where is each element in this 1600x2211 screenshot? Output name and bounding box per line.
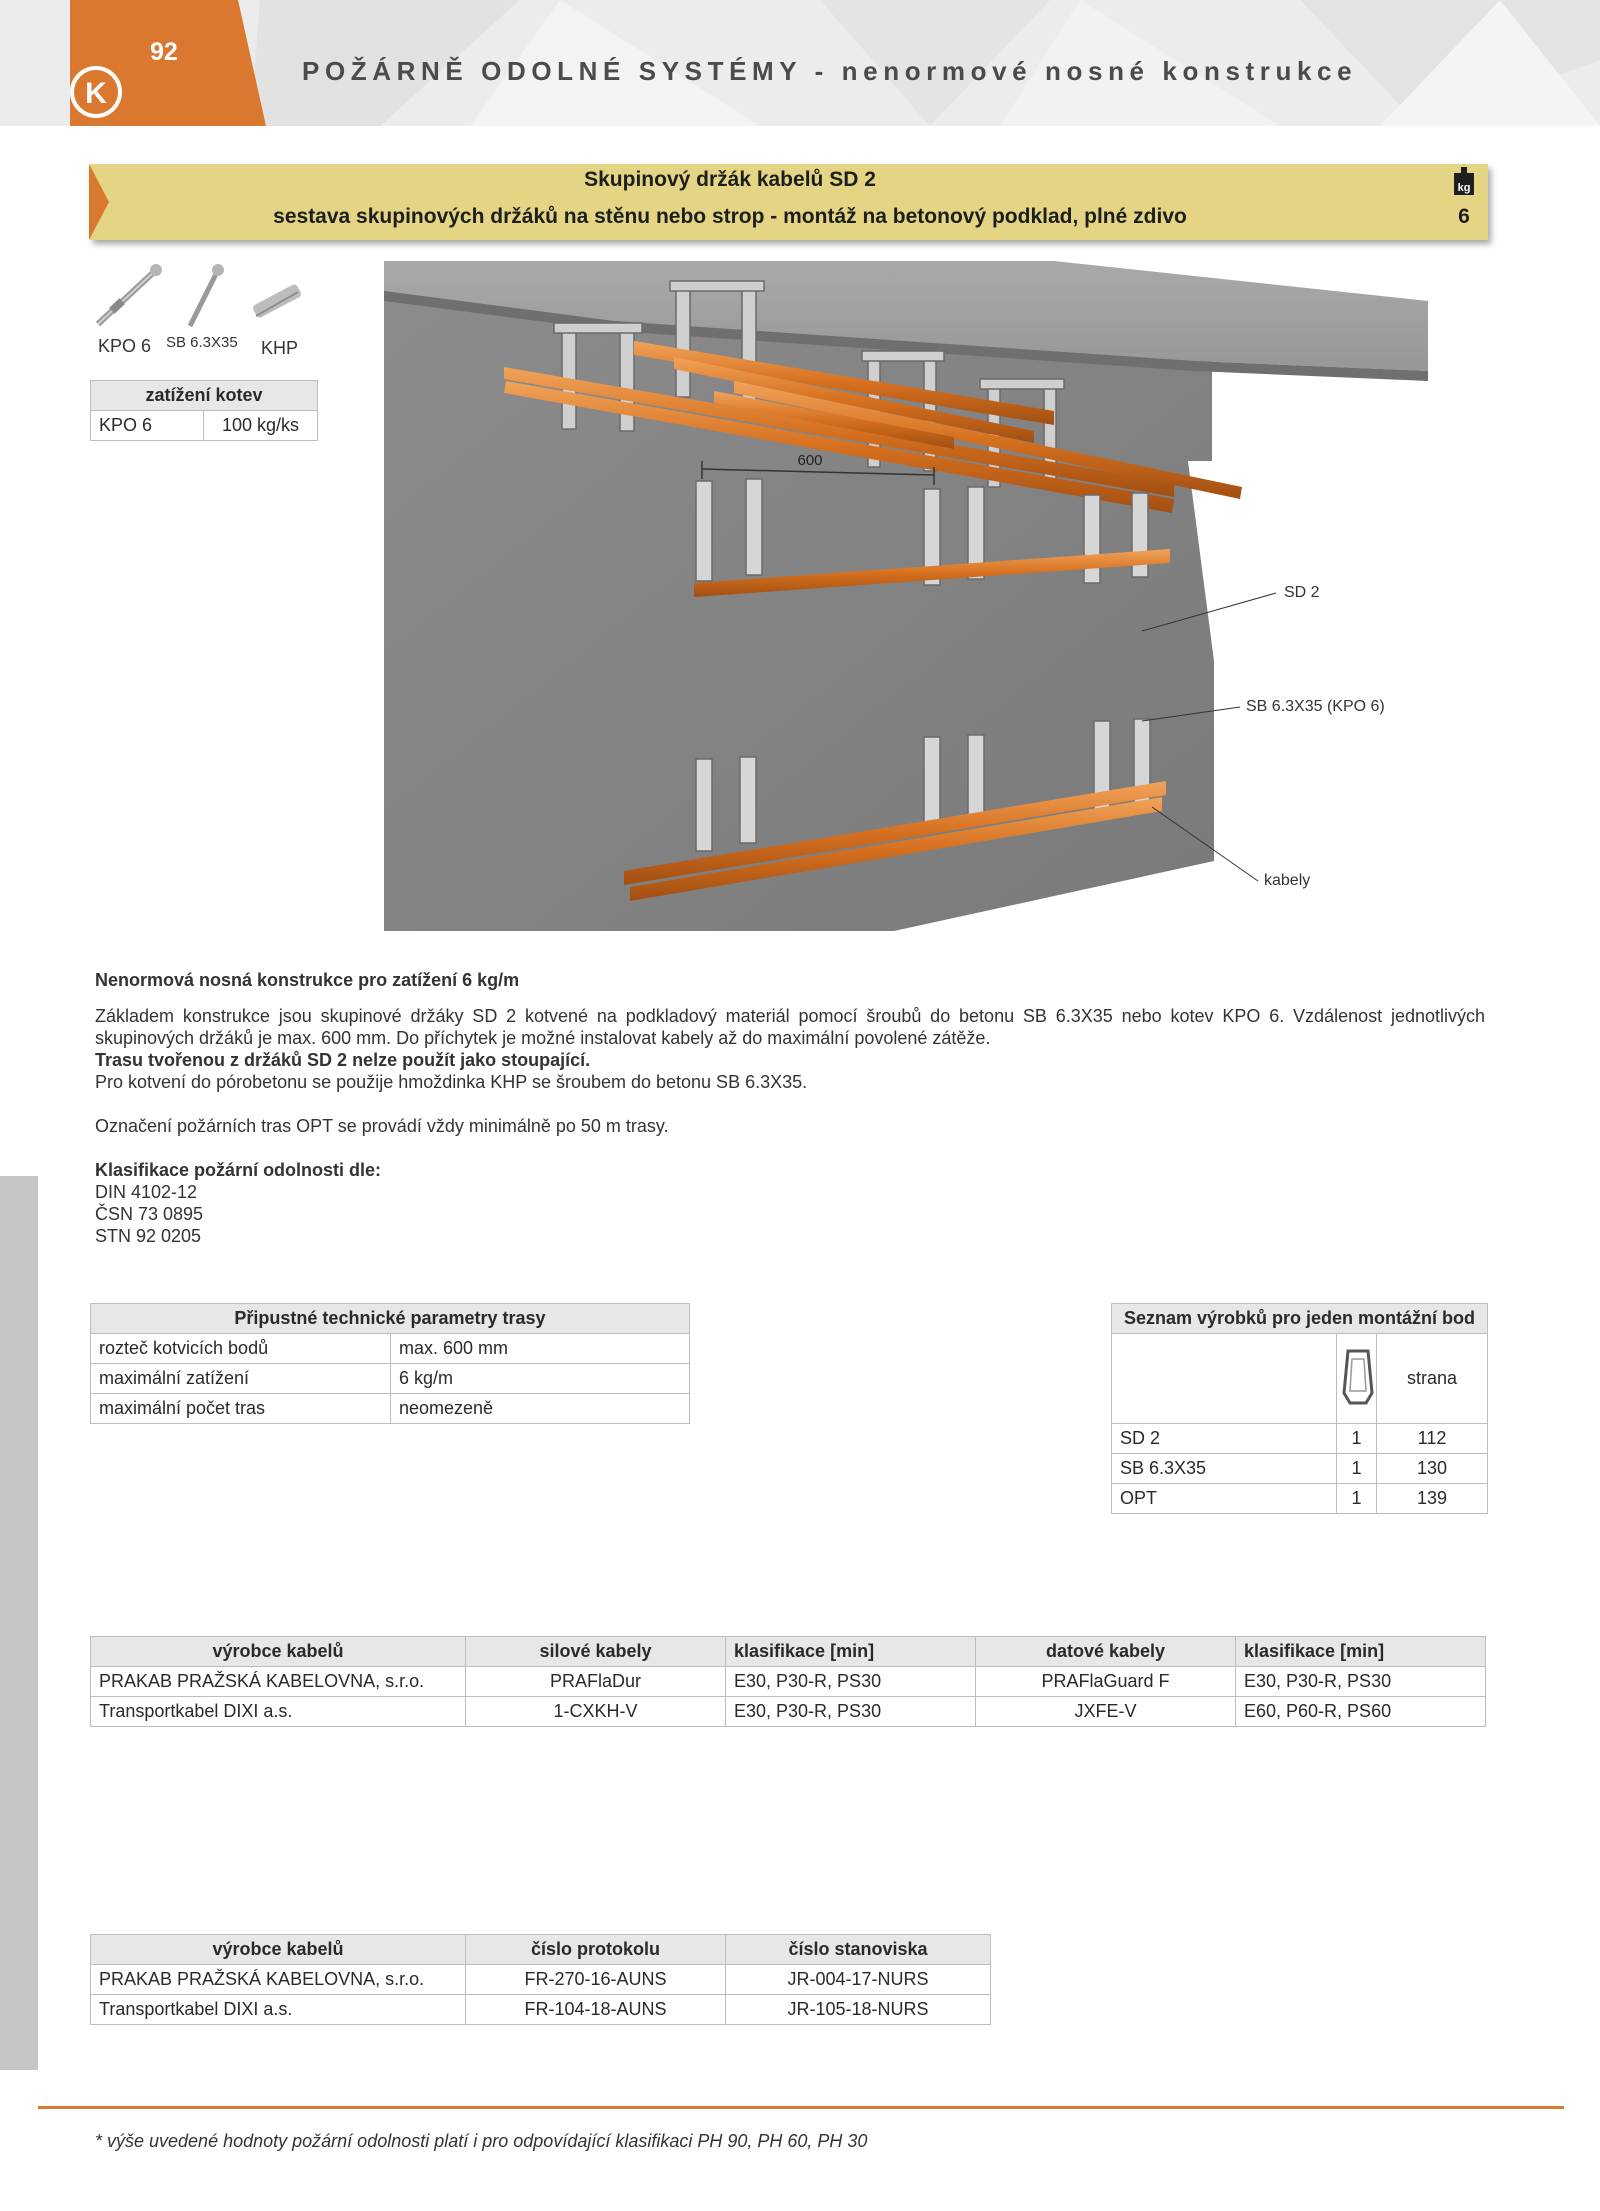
table-row: Transportkabel DIXI a.s. 1-CXKH-V E30, P30-R, PS30 JXFE-V E60, P60-R, PS60 xyxy=(91,1697,1486,1727)
table-row: maximální zatížení 6 kg/m xyxy=(91,1364,690,1394)
table-row: Transportkabel DIXI a.s. FR-104-18-AUNS JR-105-18-NURS xyxy=(91,1995,991,2025)
marking-note: Označení požárních tras OPT se provádí vždy minimálně po 50 m trasy. xyxy=(95,1116,669,1136)
cables-table: výrobce kabelů silové kabely klasifikace [min] datové kabely klasifikace [min] PRAKAB PRAŽSKÁ KABELOVNA, s.r.o. PRAFlaDur E30, P30-R, PS30 PRAFlaGuard F E30, P30-R, PS30 Transportkabel DIXI a.s. 1-CXKH-V E30, P30-R, PS30 JXFE-V E60, P60-R, PS60 xyxy=(90,1636,1486,1727)
standard-din: DIN 4102-12 xyxy=(95,1182,198,1202)
svg-text:kg: kg xyxy=(1457,182,1471,194)
footer-divider xyxy=(38,2106,1564,2109)
page-title: POŽÁRNĚ ODOLNÉ SYSTÉMY - nenormové nosné konstrukce xyxy=(302,56,1358,86)
protocol-table: výrobce kabelů číslo protokolu číslo stanoviska PRAKAB PRAŽSKÁ KABELOVNA, s.r.o. FR-270-16-AUNS JR-004-17-NURS Transportkabel DIXI a.s. FR-104-18-AUNS JR-105-18-NURS xyxy=(90,1934,991,2025)
callout-sd2: SD 2 xyxy=(1284,584,1320,601)
table-row: PRAKAB PRAŽSKÁ KABELOVNA, s.r.o. FR-270-16-AUNS JR-004-17-NURS xyxy=(91,1965,991,1995)
parameters-table xyxy=(90,1303,690,1424)
sb-screw-icon xyxy=(180,262,230,332)
callout-screw: SB 6.3X35 (KPO 6) xyxy=(1246,698,1385,715)
side-bar xyxy=(0,1176,38,2070)
weight-value: 6 xyxy=(1458,205,1470,228)
table-row: SB 6.3X35 1 130 xyxy=(1112,1454,1488,1484)
anchor-load-header: zatížení kotev xyxy=(91,381,318,411)
kpo6-anchor-icon xyxy=(90,262,170,332)
anchor-label-kpo6: KPO 6 xyxy=(98,336,152,356)
bracket-icon-cell xyxy=(1337,1334,1377,1424)
description-warning: Trasu tvořenou z držáků SD 2 nelze použít jako stoupající. xyxy=(95,1050,591,1070)
table-row: KPO 6 100 kg/ks xyxy=(91,411,318,441)
product-title: Skupinový držák kabelů SD 2 xyxy=(584,168,876,191)
weight-icon xyxy=(1452,167,1476,197)
table-row: OPT 1 139 xyxy=(1112,1484,1488,1514)
description-paragraph: Základem konstrukce jsou skupinové držáky SD 2 kotvené na podkladový materiál pomocí šroubů do betonu SB 6.3X35 nebo kotev KPO 6. Vzdálenost jednotlivých skupinových držáků je max. 600 mm. Do příchytek je možné instalovat kabely až do maximální povolené zátěže. xyxy=(95,1006,1485,1048)
anchor-load-table xyxy=(90,380,318,441)
callout-cables: kabely xyxy=(1264,872,1311,889)
page-number: 92 xyxy=(150,38,178,66)
table-row: rozteč kotvicích bodů max. 600 mm xyxy=(91,1334,690,1364)
standard-csn: ČSN 73 0895 xyxy=(95,1204,204,1224)
standard-stn: STN 92 0205 xyxy=(95,1226,202,1246)
products-header: Seznam výrobků pro jeden montážní bod xyxy=(1112,1304,1488,1334)
anchor-label-khp: KHP xyxy=(261,338,299,358)
dimension-label: 600 xyxy=(797,452,823,469)
products-table: Seznam výrobků pro jeden montážní bod strana SD 2 1 112 SB 6.3X35 1 130 OPT 1 139 xyxy=(1111,1303,1488,1514)
anchor-label-sb: SB 6.3X35 xyxy=(166,334,238,351)
table-row: maximální počet tras neomezeně xyxy=(91,1394,690,1424)
bracket-icon xyxy=(1338,1345,1376,1407)
table-row: PRAKAB PRAŽSKÁ KABELOVNA, s.r.o. PRAFlaDur E30, P30-R, PS30 PRAFlaGuard F E30, P30-R, PS30 xyxy=(91,1667,1486,1697)
installation-illustration xyxy=(294,261,1428,931)
footnote: * výše uvedené hodnoty požární odolnosti platí i pro odpovídající klasifikaci PH 90, PH 60, PH 30 xyxy=(95,2131,868,2151)
logo-letter: K xyxy=(85,77,107,110)
table-row: SD 2 1 112 xyxy=(1112,1424,1488,1454)
parameters-header: Připustné technické parametry trasy xyxy=(91,1304,690,1334)
description-khp: Pro kotvení do pórobetonu se použije hmoždinka KHP se šroubem do betonu SB 6.3X35. xyxy=(95,1072,808,1092)
classification-heading: Klasifikace požární odolnosti dle: xyxy=(95,1160,382,1180)
product-subtitle: sestava skupinových držáků na stěnu nebo strop - montáž na betonový podklad, plné zdivo xyxy=(273,205,1187,228)
section-heading: Nenormová nosná konstrukce pro zatížení 6 kg/m xyxy=(95,970,520,990)
